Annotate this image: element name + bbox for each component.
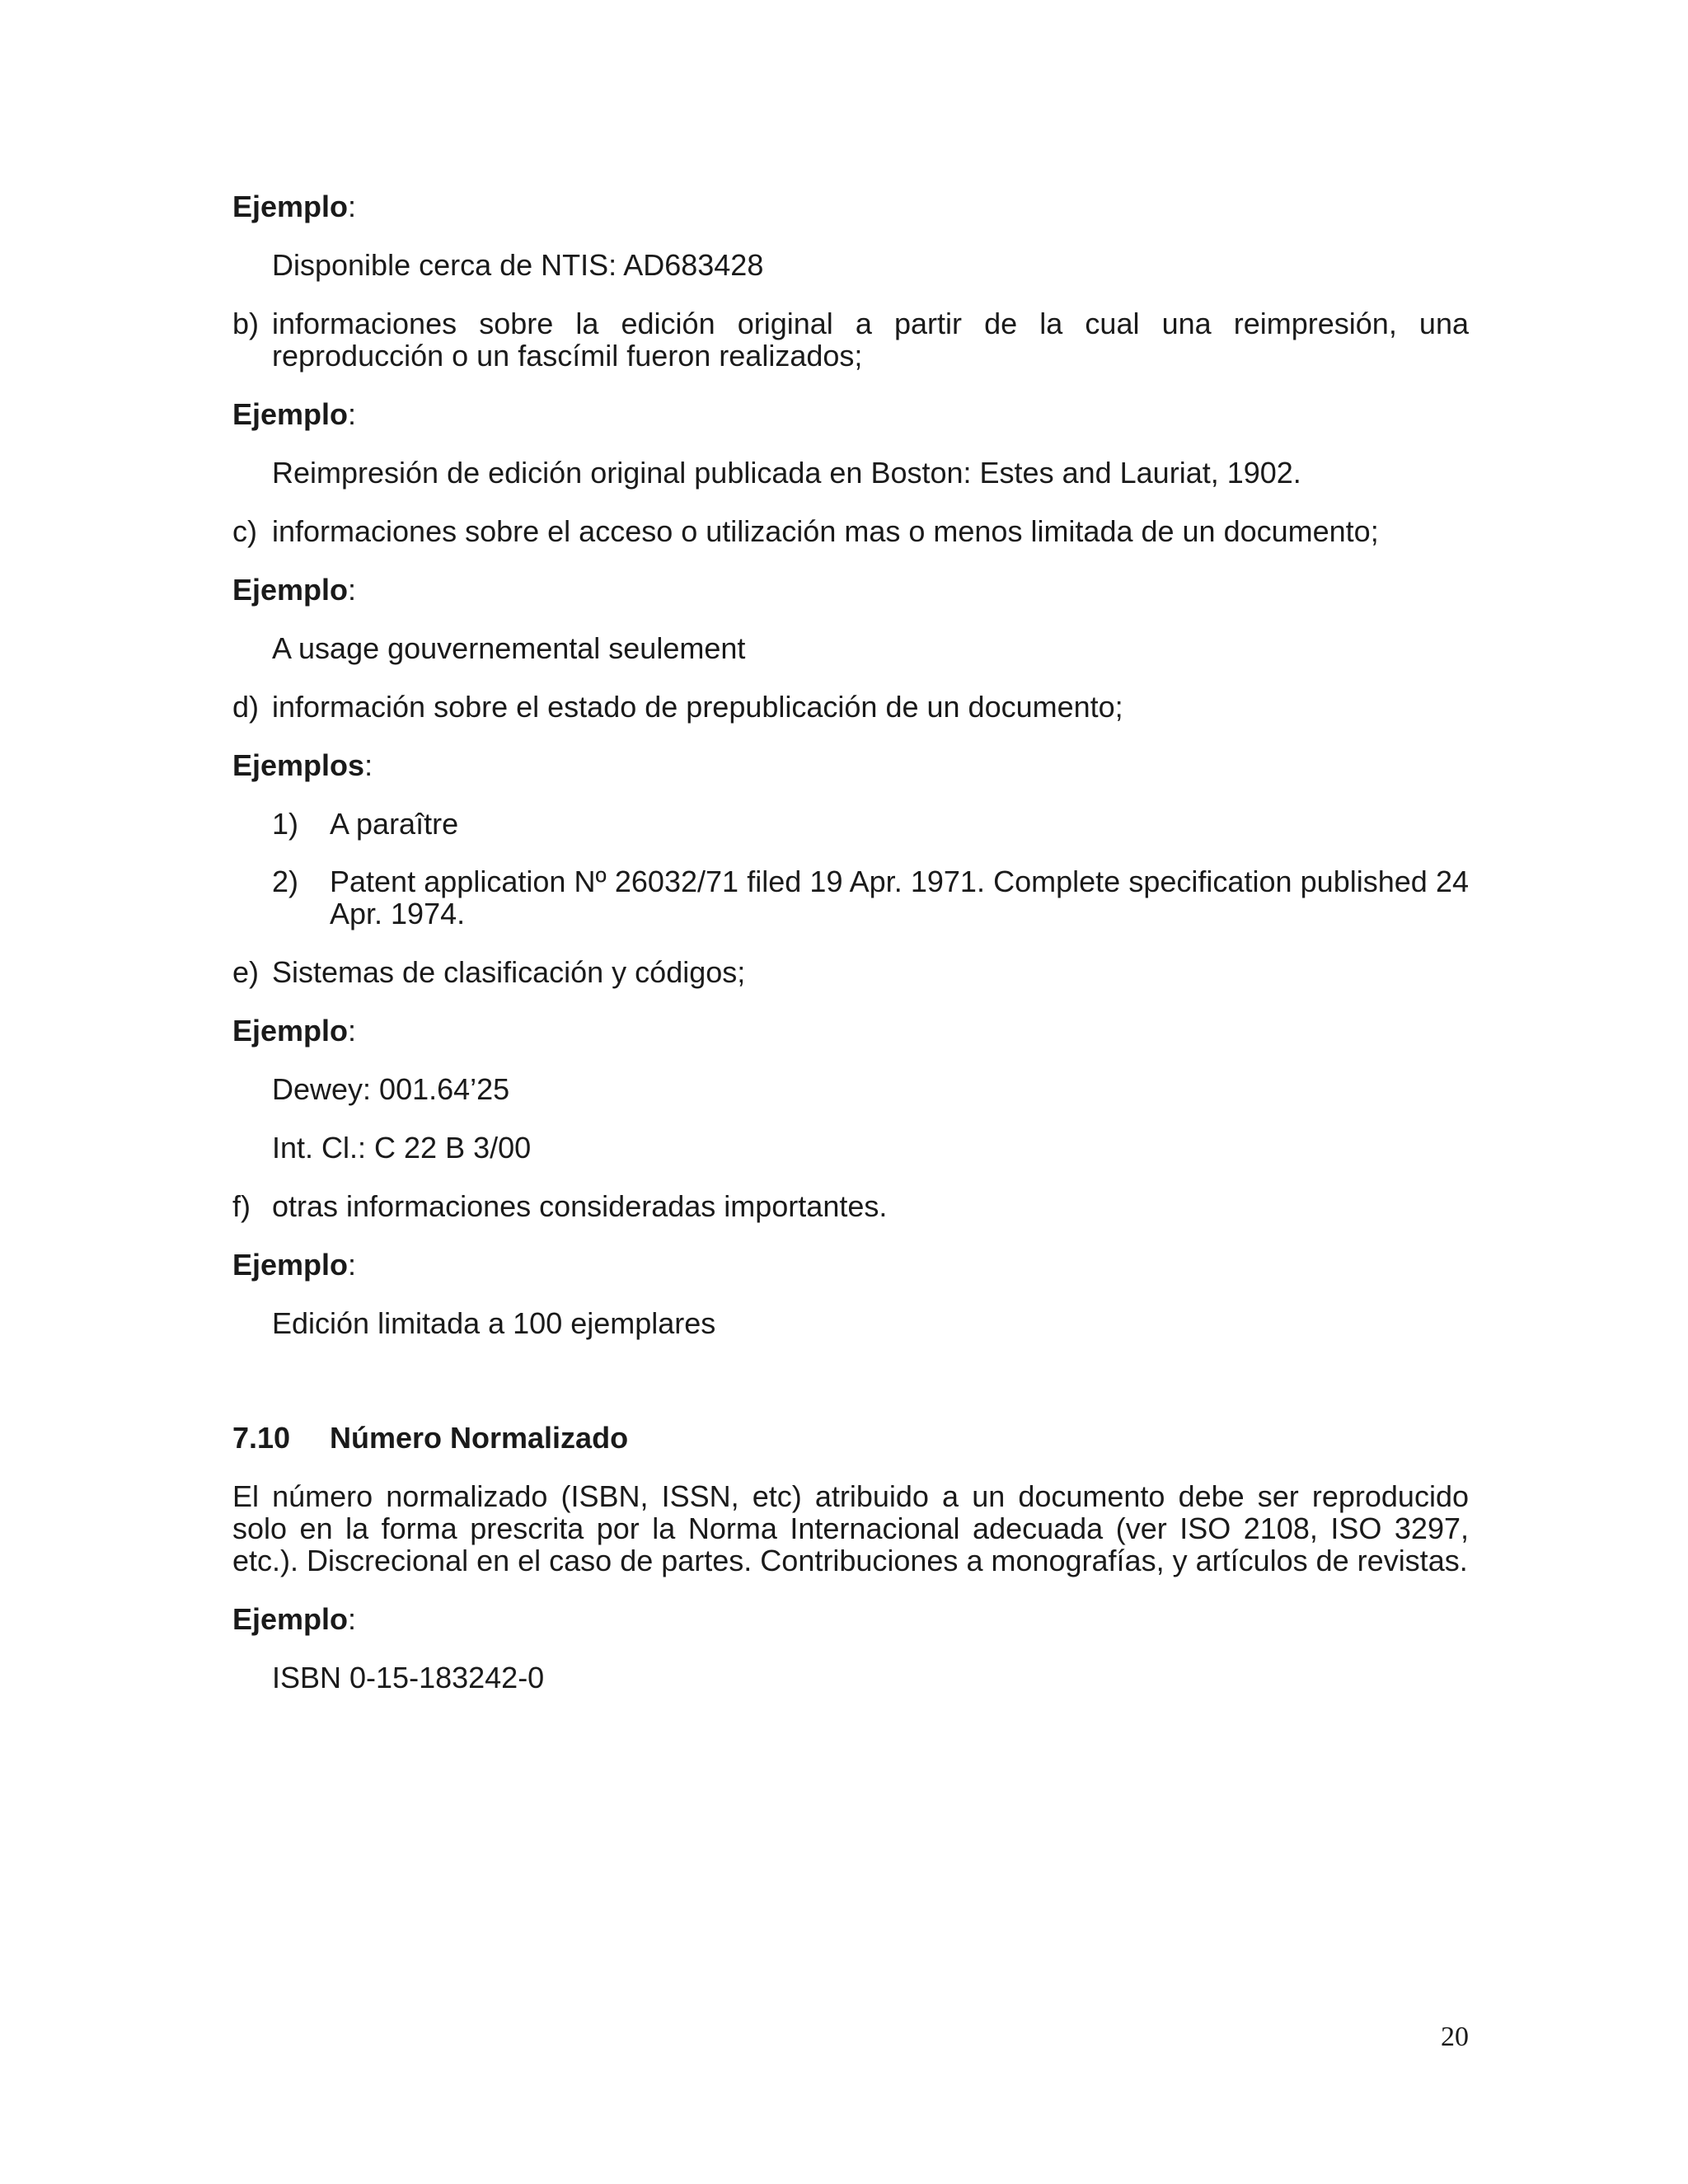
examples-label xyxy=(232,750,1469,782)
example-label-text: Ejemplo xyxy=(232,572,349,607)
example-text: Int. Cl.: C 22 B 3/00 xyxy=(272,1131,532,1165)
example-label xyxy=(232,1015,1469,1047)
section-heading xyxy=(232,1422,1469,1455)
list-item-text: información sobre el estado de prepublicación de un documento; xyxy=(272,689,1123,724)
page-content xyxy=(232,191,1469,1721)
list-item-text: Sistemas de clasificación y códigos; xyxy=(272,955,746,990)
list-item-d xyxy=(232,691,1469,724)
example-label-colon: : xyxy=(348,396,357,431)
list-marker: c) xyxy=(232,513,257,548)
example-label xyxy=(232,1249,1469,1282)
example-label-text: Ejemplos xyxy=(232,748,365,782)
example-label xyxy=(232,191,1469,223)
example-label-colon: : xyxy=(348,572,357,607)
example-label-colon: : xyxy=(348,1601,357,1636)
example-label-colon: : xyxy=(348,190,357,223)
example-label-colon: : xyxy=(348,1014,357,1047)
example-label-text: Ejemplo xyxy=(232,1247,349,1282)
sub-list-item-text: Patent application Nº 26032/71 filed 19 Apr. 1971. Complete specification published 24 Apr. 1974. xyxy=(330,865,1469,931)
list-item-e xyxy=(232,957,1469,989)
list-marker: b) xyxy=(232,307,260,340)
section-paragraph: El número normalizado (ISBN, ISSN, etc) atribuido a un documento debe ser reproducido solo en la forma prescrita por la Norma Internacional adecuada (ver ISO 2108, ISO 3297, etc.). Discrecional en el caso de partes. Contribuciones a monografías, y artículos de revistas. xyxy=(232,1479,1469,1577)
sub-list-marker: 1) xyxy=(272,806,299,841)
list-item-text: informaciones sobre el acceso o utilización mas o menos limitada de un documento; xyxy=(272,513,1379,548)
list-item-text: otras informaciones consideradas importantes. xyxy=(272,1189,888,1223)
sub-list-item-text: A paraître xyxy=(330,806,459,841)
example-label-text: Ejemplo xyxy=(232,190,349,223)
example-label-text: Ejemplo xyxy=(232,396,349,431)
list-item-c xyxy=(232,513,1469,548)
list-marker: e) xyxy=(232,955,260,990)
list-item-b xyxy=(232,308,1469,373)
example-label xyxy=(232,396,1469,431)
example-text: ISBN 0-15-183242-0 xyxy=(272,1660,545,1694)
example-text: Edición limitada a 100 ejemplares xyxy=(272,1305,716,1340)
example-label xyxy=(232,574,1469,607)
page-number: 20 xyxy=(1441,2022,1469,2052)
sub-list-item-2 xyxy=(272,866,1469,930)
list-item-f xyxy=(232,1191,1469,1223)
list-item-text: informaciones sobre la edición original a partir de la cual una reimpresión, una reproducción o un fascímil fueron realizados; xyxy=(272,307,1469,373)
list-marker: d) xyxy=(232,689,260,724)
example-text: Reimpresión de edición original publicada en Boston: Estes and Lauriat, 1902. xyxy=(272,455,1301,490)
sub-list-item-1 xyxy=(272,808,1469,841)
section-title: Número Normalizado xyxy=(330,1420,629,1455)
example-label-colon: : xyxy=(348,1247,357,1282)
example-text: Dewey: 001.64’25 xyxy=(272,1072,510,1106)
section-number: 7.10 xyxy=(232,1420,291,1455)
example-label-text: Ejemplo xyxy=(232,1601,349,1636)
example-label xyxy=(232,1601,1469,1636)
example-label-text: Ejemplo xyxy=(232,1014,349,1047)
list-marker: f) xyxy=(232,1189,251,1223)
example-text: Disponible cerca de NTIS: AD683428 xyxy=(272,248,764,282)
example-label-colon: : xyxy=(364,748,373,782)
example-text: A usage gouvernemental seulement xyxy=(272,630,746,665)
sub-list-marker: 2) xyxy=(272,865,299,899)
